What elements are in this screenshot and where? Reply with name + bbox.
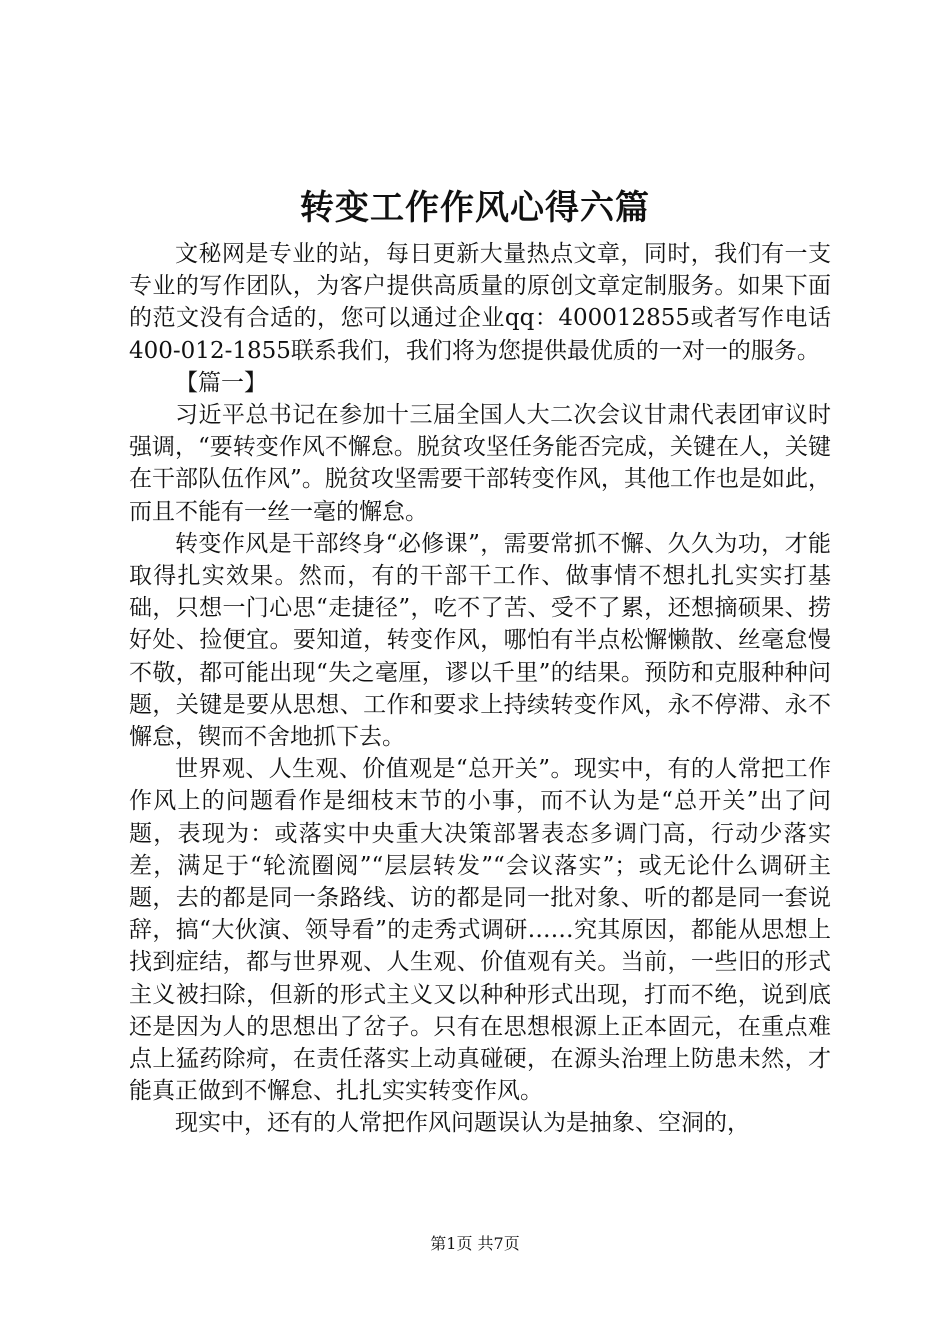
document-body: [129, 238, 831, 1140]
page-number-footer: 第1页 共7页: [430, 1234, 520, 1253]
body-paragraph: 转变作风是干部终身“必修课”，需要常抓不懈、久久为功，才能取得扎实效果。然而，有的干部干工作、做事情不想扎扎实实打基础，只想一门心思“走捷径”，吃不了苦、受不了累，还想摘硕果、捞好处、捡便宜。要知道，转变作风，哪怕有半点松懈懒散、丝毫怠慢不敬，都可能出现“失之毫厘，谬以千里”的结果。预防和克服种种问题，关键是要从思想、工作和要求上持续转变作风，永不停滞、永不懈怠，锲而不舍地抓下去。: [129, 530, 831, 751]
body-paragraph: 世界观、人生观、价值观是“总开关”。现实中，有的人常把工作作风上的问题看作是细枝末节的小事，而不认为是“总开关”出了问题，表现为：或落实中央重大决策部署表态多调门高，行动少落实差，满足于“轮流圈阅”“层层转发”“会议落实”；或无论什么调研主题，去的都是同一条路线、访的都是同一批对象、听的都是同一套说辞，搞“大伙演、领导看”的走秀式调研……究其原因，都能从思想上找到症结，都与世界观、人生观、价值观有关。当前，一些旧的形式主义被扫除，但新的形式主义又以种种形式出现，打而不绝，说到底还是因为人的思想出了岔子。只有在思想根源上正本固元，在重点难点上猛药除疴，在责任落实上动真碰硬，在源头治理上防患未然，才能真正做到不懈怠、扎扎实实转变作风。: [129, 756, 831, 1105]
intro-paragraph: 文秘网是专业的站，每日更新大量热点文章，同时，我们有一支专业的写作团队，为客户提供高质量的原创文章定制服务。如果下面的范文没有合适的，您可以通过企业qq：400012855或者写作电话400-012-1855联系我们，我们将为您提供最优质的一对一的服务。: [129, 241, 831, 364]
body-paragraph: 习近平总书记在参加十三届全国人大二次会议甘肃代表团审议时强调，“要转变作风不懈怠。脱贫攻坚任务能否完成，关键在人，关键在干部队伍作风”。脱贫攻坚需要干部转变作风，其他工作也是如此，而且不能有一丝一毫的懈怠。: [129, 402, 831, 525]
body-paragraph: 现实中，还有的人常把作风问题误认为是抽象、空洞的，: [175, 1110, 750, 1137]
document-title: 转变工作作风心得六篇: [300, 188, 650, 228]
section-heading: 【篇一】: [175, 369, 267, 396]
